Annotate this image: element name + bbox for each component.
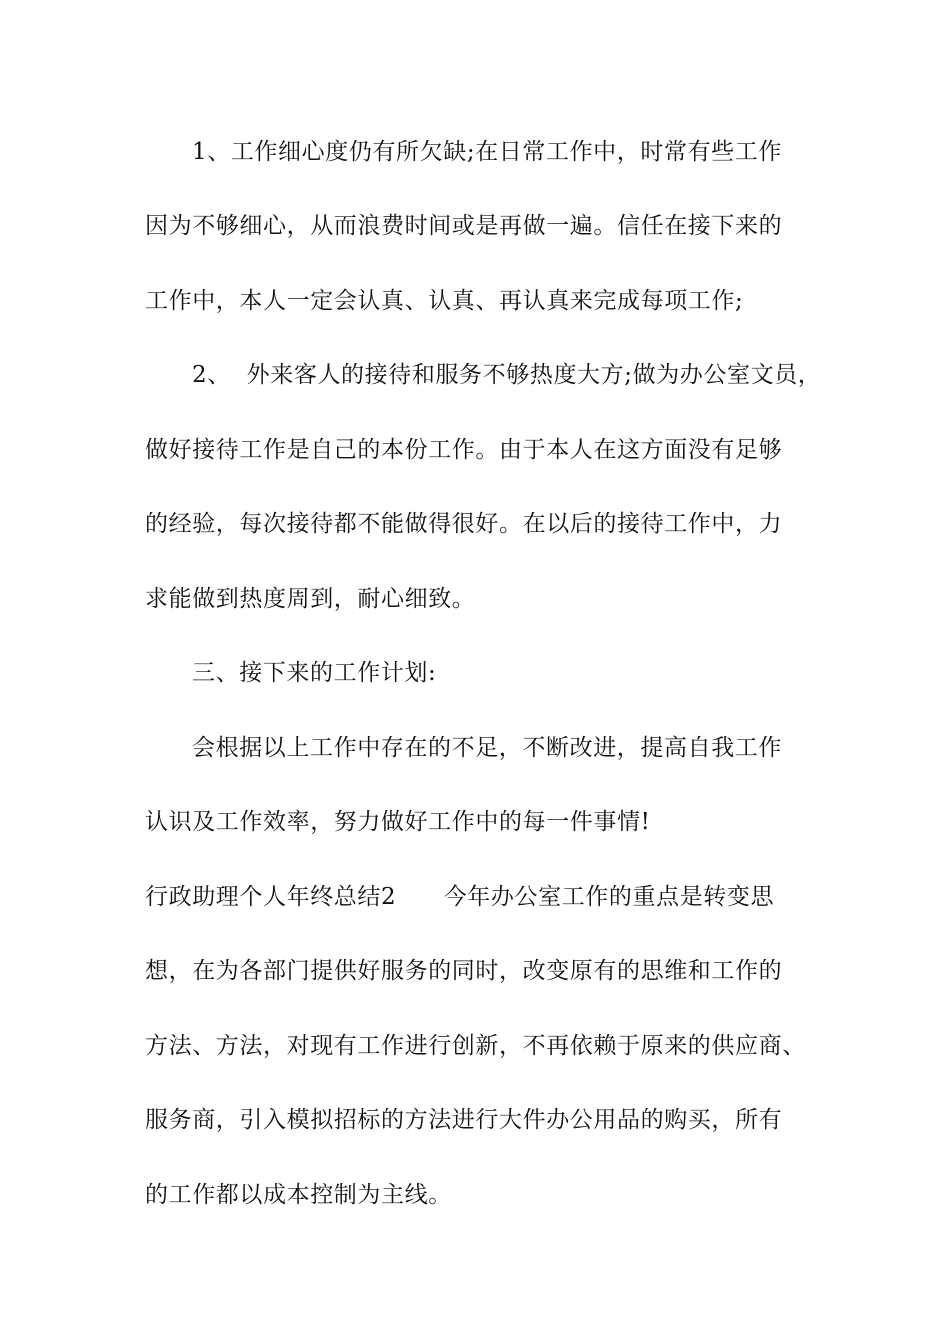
text-line: 因为不够细心，从而浪费时间或是再做一遍。信任在接下来的 xyxy=(145,213,783,239)
text-line: 1、工作细心度仍有所欠缺;在日常工作中，时常有些工作 xyxy=(192,139,782,165)
text-line: 想，在为各部门提供好服务的同时，改变原有的思维和工作的 xyxy=(145,958,783,984)
text-line: 认识及工作效率，努力做好工作中的每一件事情! xyxy=(145,809,651,835)
text-line: 服务商，引入模拟招标的方法进行大件办公用品的购买，所有 xyxy=(145,1107,783,1133)
text-line: 的工作都以成本控制为主线。 xyxy=(145,1182,452,1208)
text-line: 行政助理个人年终总结2 今年办公室工作的重点是转变思 xyxy=(145,884,775,910)
text-line: 2、 外来客人的接待和服务不够热度大方;做为办公室文员， xyxy=(192,362,822,388)
section-heading: 三、接下来的工作计划: xyxy=(192,660,437,686)
text-line: 求能做到热度周到，耐心细致。 xyxy=(145,586,476,612)
text-line: 做好接待工作是自己的本份工作。由于本人在这方面没有足够 xyxy=(145,437,783,463)
text-line: 的经验，每次接待都不能做得很好。在以后的接待工作中，力 xyxy=(145,511,783,537)
text-line: 工作中，本人一定会认真、认真、再认真来完成每项工作; xyxy=(145,288,744,314)
text-line: 会根据以上工作中存在的不足，不断改进，提高自我工作 xyxy=(192,735,782,761)
text-line: 方法、方法，对现有工作进行创新，不再依赖于原来的供应商、 xyxy=(145,1033,806,1059)
